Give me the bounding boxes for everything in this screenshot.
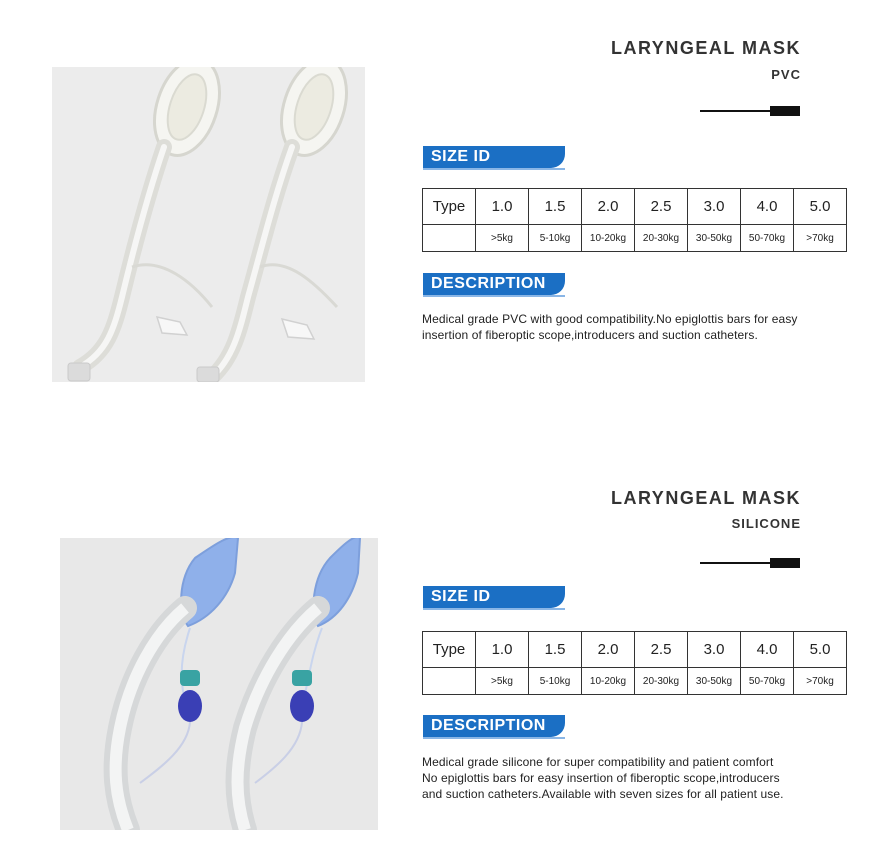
table-cell: Type [423, 632, 476, 668]
table-cell: 1.0 [476, 632, 529, 668]
description-line: Medical grade PVC with good compatibility.No epiglottis bars for easy [422, 312, 798, 326]
pvc-laryngeal-mask-photo [52, 67, 365, 382]
description-line: Medical grade silicone for super compatibility and patient comfort [422, 755, 774, 769]
title-rule [700, 558, 800, 568]
size-id-label: SIZE ID [423, 146, 565, 168]
description-label: DESCRIPTION [423, 715, 565, 737]
size-id-label: SIZE ID [423, 586, 565, 608]
table-cell: 2.0 [582, 632, 635, 668]
description-line: No epiglottis bars for easy insertion of fiberoptic scope,introducers [422, 771, 780, 785]
table-cell: 30-50kg [688, 668, 741, 695]
table-cell: 50-70kg [741, 225, 794, 252]
section-title: LARYNGEAL MASK [610, 38, 801, 58]
table-cell: Type [423, 189, 476, 225]
section-subtitle: PVC [771, 67, 801, 82]
product-description [422, 754, 862, 802]
table-cell: >70kg [794, 225, 847, 252]
table-cell: 2.5 [635, 632, 688, 668]
description-line: insertion of fiberoptic scope,introducers and suction catheters. [422, 328, 758, 342]
table-cell: 5.0 [794, 189, 847, 225]
table-cell: 2.5 [635, 189, 688, 225]
product-description [422, 311, 862, 343]
table-cell [423, 225, 476, 252]
table-cell [423, 668, 476, 695]
table-cell: >5kg [476, 668, 529, 695]
table-cell: 10-20kg [582, 225, 635, 252]
table-cell: 10-20kg [582, 668, 635, 695]
silicone-laryngeal-mask-photo [60, 538, 378, 830]
size-table [422, 631, 847, 695]
table-cell: 5-10kg [529, 668, 582, 695]
table-cell: 4.0 [741, 632, 794, 668]
table-cell: 5.0 [794, 632, 847, 668]
table-cell: 5-10kg [529, 225, 582, 252]
table-cell: 1.5 [529, 632, 582, 668]
section-title: LARYNGEAL MASK [610, 488, 801, 508]
table-cell: 20-30kg [635, 668, 688, 695]
table-cell: 4.0 [741, 189, 794, 225]
size-table [422, 188, 847, 252]
table-cell: 3.0 [688, 189, 741, 225]
description-label: DESCRIPTION [423, 273, 565, 295]
table-cell: 20-30kg [635, 225, 688, 252]
product-section-silicone [0, 450, 887, 850]
table-cell: >70kg [794, 668, 847, 695]
table-cell: >5kg [476, 225, 529, 252]
title-rule [700, 106, 800, 116]
table-cell: 2.0 [582, 189, 635, 225]
section-subtitle: SILICONE [731, 516, 801, 531]
description-line: and suction catheters.Available with seven sizes for all patient use. [422, 787, 784, 801]
table-cell: 3.0 [688, 632, 741, 668]
table-cell: 1.0 [476, 189, 529, 225]
table-cell: 30-50kg [688, 225, 741, 252]
table-cell: 50-70kg [741, 668, 794, 695]
table-cell: 1.5 [529, 189, 582, 225]
